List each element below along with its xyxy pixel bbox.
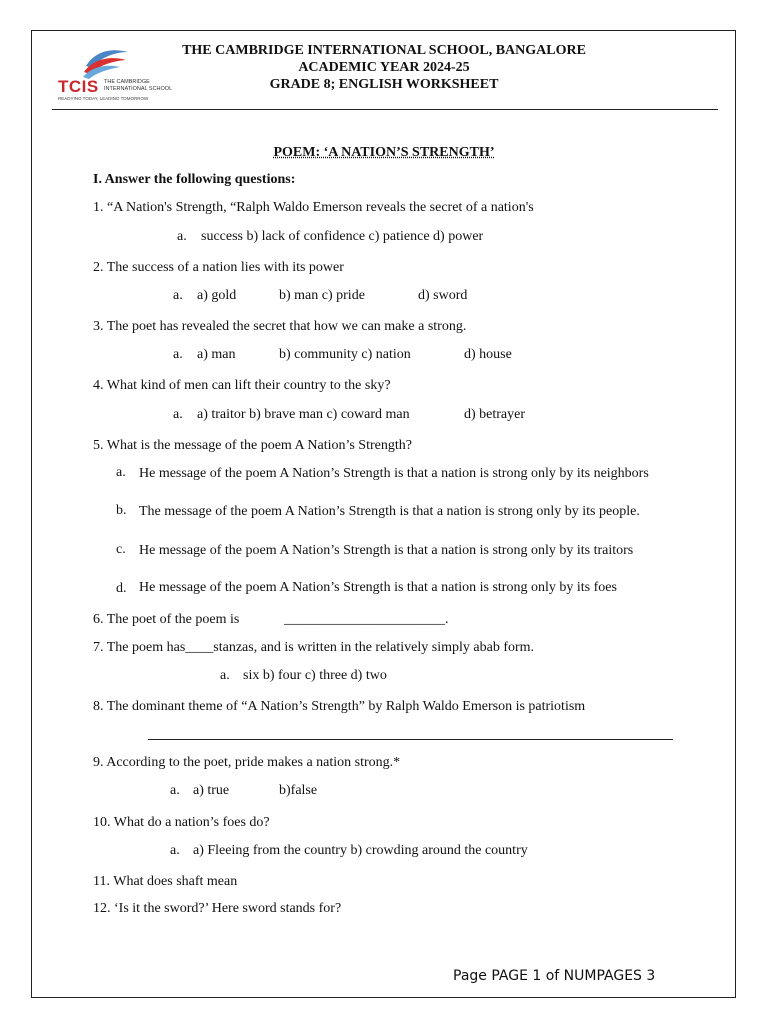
academic-year: ACADEMIC YEAR 2024-25 [298, 60, 470, 75]
grade-title: GRADE 8; ENGLISH WORKSHEET [269, 77, 499, 92]
school-name: THE CAMBRIDGE INTERNATIONAL SCHOOL, BANGALORE [182, 43, 586, 58]
q10-options: a) Fleeing from the country b) crowding around the country [193, 843, 528, 858]
q4-option-marker: a. [173, 407, 183, 422]
q3-option-d: d) house [464, 347, 512, 362]
q9-option-a: a) true [193, 783, 230, 798]
q5-option-a: He message of the poem A Nation’s Strength is that a nation is strong only by its neighbors [139, 466, 649, 481]
q3-option-bc: b) community c) nation [279, 347, 411, 362]
question-3: 3. The poet has revealed the secret that how we can make a strong. [93, 319, 467, 334]
question-12: 12. ‘Is it the sword?’ Here sword stands for? [93, 901, 342, 916]
question-9: 9. According to the poet, pride makes a nation strong.* [93, 755, 401, 770]
question-7: 7. The poem has____stanzas, and is written in the relatively simply abab form. [93, 640, 535, 655]
q2-option-bc: b) man c) pride [279, 288, 365, 303]
question-8: 8. The dominant theme of “A Nation’s Strength” by Ralph Waldo Emerson is patriotism [93, 699, 586, 714]
question-6: 6. The poet of the poem is [93, 612, 240, 627]
page-number-footer: Page PAGE 1 of NUMPAGES 3 [453, 968, 656, 984]
question-5: 5. What is the message of the poem A Nation’s Strength? [93, 438, 412, 453]
logo-subtext-1: THE CAMBRIDGE [104, 79, 150, 85]
q5-option-b-marker: b. [116, 503, 127, 518]
q9-option-b: b)false [279, 783, 318, 798]
question-11: 11. What does shaft mean [93, 874, 238, 889]
q3-option-marker: a. [173, 347, 183, 362]
q5-option-d-marker: d. [116, 581, 127, 596]
q9-option-marker: a. [170, 783, 180, 798]
q2-option-d: d) sword [418, 288, 468, 303]
q4-option-d: d) betrayer [464, 407, 526, 422]
q7-option-marker: a. [220, 668, 230, 683]
question-2: 2. The success of a nation lies with its power [93, 260, 344, 275]
q3-option-a: a) man [197, 347, 236, 362]
q1-options: success b) lack of confidence c) patience d) power [201, 229, 484, 244]
q5-option-c-marker: c. [116, 542, 126, 557]
q2-option-a: a) gold [197, 288, 237, 303]
q5-option-a-marker: a. [116, 465, 126, 480]
q6-answer-blank: _______________________. [284, 612, 449, 627]
q4-option-abc: a) traitor b) brave man c) coward man [197, 407, 410, 422]
question-4: 4. What kind of men can lift their country to the sky? [93, 378, 391, 393]
q7-options: six b) four c) three d) two [243, 668, 387, 683]
q5-option-d: He message of the poem A Nation’s Strength is that a nation is strong only by its foes [139, 580, 617, 595]
q5-option-c: He message of the poem A Nation’s Strength is that a nation is strong only by its traitors [139, 543, 634, 558]
section-heading: I. Answer the following questions: [93, 172, 296, 187]
poem-title: POEM: ‘A NATION’S STRENGTH’ [273, 145, 495, 160]
q8-answer-line [148, 739, 673, 740]
q1-option-marker: a. [177, 229, 187, 244]
logo-text: TCIS [58, 77, 99, 96]
header-divider [52, 109, 718, 110]
q10-option-marker: a. [170, 843, 180, 858]
q2-option-marker: a. [173, 288, 183, 303]
logo-tagline: READYING TODAY, LEADING TOMORROW [58, 96, 149, 101]
question-1: 1. “A Nation's Strength, “Ralph Waldo Emerson reveals the secret of a nation's [93, 200, 534, 215]
logo-subtext-2: INTERNATIONAL SCHOOL [104, 86, 173, 92]
school-logo [56, 46, 173, 104]
question-10: 10. What do a nation’s foes do? [93, 815, 270, 830]
q5-option-b: The message of the poem A Nation’s Strength is that a nation is strong only by its people. [139, 504, 640, 519]
